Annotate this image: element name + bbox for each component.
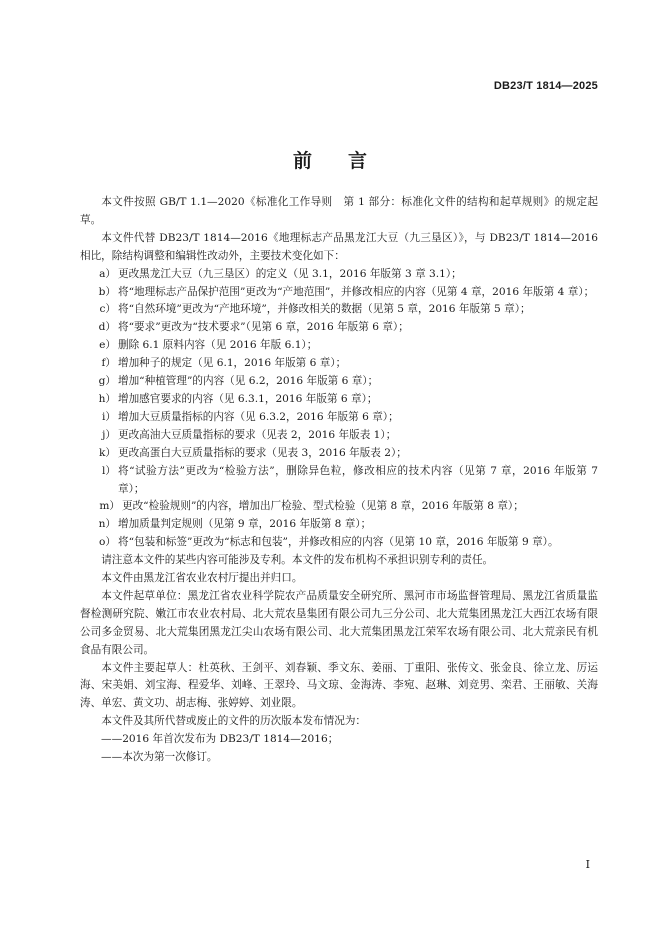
list-item-text: 增加大豆质量指标的内容（见 6.3.2，2016 年版第 6 章）；	[118, 410, 399, 423]
list-item-text: 增加种子的规定（见 6.1，2016 年版第 6 章）；	[118, 357, 347, 370]
list-item-label: l）	[102, 464, 116, 477]
list-item	[80, 266, 598, 284]
list-item	[80, 284, 598, 302]
list-item-text: 将“要求”更改为“技术要求”（见第 6 章，2016 年版第 6 章）；	[118, 321, 409, 334]
list-item-label: c）	[99, 303, 116, 316]
document-body	[80, 194, 598, 767]
list-item	[80, 373, 598, 391]
changes-list	[80, 266, 598, 553]
page-title	[0, 146, 662, 173]
list-item	[80, 516, 598, 534]
list-item-label: a）	[99, 267, 116, 280]
list-item-label: j）	[102, 428, 116, 441]
list-item	[80, 534, 598, 552]
list-item-text: 增加质量判定规则（见第 9 章，2016 年版第 8 章）；	[118, 518, 372, 531]
list-item-text: 删除 6.1 原料内容（见 2016 年版 6.1）；	[118, 339, 318, 352]
list-item	[80, 409, 598, 427]
list-item-label: i）	[102, 410, 116, 423]
patent-notice: 请注意本文件的某些内容可能涉及专利。本文件的发布机构不承担识别专利的责任。	[101, 554, 494, 567]
list-item-text: 更改黑龙江大豆（九三垦区）的定义（见 3.1，2016 年版第 3 章 3.1）；	[118, 267, 462, 280]
history-item: ——本次为第一次修订。	[101, 751, 218, 764]
list-item-label: o）	[99, 536, 116, 549]
document-code: DB23/T 1814—2025	[493, 80, 598, 92]
list-item	[80, 337, 598, 355]
list-item-text: 将“试验方法”更改为“检验方法”，删除异色粒，修改相应的技术内容（见第 7 章，2016 年版第 7 章）；	[118, 464, 598, 495]
list-item	[80, 391, 598, 409]
list-item	[80, 427, 598, 445]
list-item-label: g）	[98, 375, 116, 388]
list-item-text: 更改“检验规则”的内容，增加出厂检验、型式检验（见第 8 章，2016 年版第 8 章）；	[122, 500, 524, 513]
drafters: 本文件主要起草人：杜英秋、王剑平、刘春颖、季文东、姜丽、丁重阳、张传文、张金良、徐立龙、厉运海、宋美娟、刘宝海、程爱华、刘峰、王翠玲、马文琼、金海涛、李宛、赵琳、刘竞男、栾君、王丽敏、关海涛、单宏、黄文功、胡志梅、张婷婷、刘业限。	[80, 661, 598, 710]
list-item-label: k）	[98, 446, 116, 459]
page-number: I	[585, 858, 590, 871]
intro-paragraph: 本文件按照 GB/T 1.1—2020《标准化工作导则 第 1 部分：标准化文件的结构和起草规则》的规定起草。	[80, 196, 598, 226]
proposer-statement: 本文件由黑龙江省农业农村厅提出并归口。	[101, 572, 303, 585]
list-item-label: d）	[98, 321, 116, 334]
intro-paragraph: 本文件代替 DB23/T 1814—2016《地理标志产品黑龙江大豆（九三垦区）》，与 DB23/T 1814—2016 相比，除结构调整和编辑性改动外，主要技术变化如下：	[80, 231, 598, 262]
list-item-text: 将“包装和标签”更改为“标志和包装”，并修改相应的内容（见第 10 章，2016 年版第 9 章）。	[118, 536, 559, 549]
list-item-label: b）	[98, 285, 116, 298]
list-item-text: 将“地理标志产品保护范围”更改为“产地范围”，并修改相应的内容（见第 4 章，2016 年版第 4 章）；	[118, 285, 595, 298]
history-intro: 本文件及其所代替或废止的文件的历次版本发布情况为：	[101, 715, 367, 728]
list-item-label: f）	[101, 357, 116, 370]
title-char-1: 前	[292, 150, 314, 172]
list-item-label: h）	[98, 392, 116, 405]
list-item-text: 更改高蛋白大豆质量指标的要求（见表 3，2016 年版表 2）；	[118, 446, 407, 459]
list-item-text: 增加感官要求的内容（见 6.3.1，2016 年版第 6 章）；	[118, 392, 378, 405]
list-item-label: e）	[99, 339, 116, 352]
list-item-text: 将“自然环境”更改为“产地环境”，并修改相关的数据（见第 5 章，2016 年版第 5 章）；	[118, 303, 531, 316]
list-item	[80, 463, 598, 499]
list-item-label: m）	[99, 500, 120, 513]
list-item-text: 增加“种植管理”的内容（见 6.2，2016 年版第 6 章）；	[118, 375, 379, 388]
drafting-units: 本文件起草单位：黑龙江省农业科学院农产品质量安全研究所、黑河市市场监督管理局、黑龙江省质量监督检测研究院、嫩江市农业农村局、北大荒农垦集团有限公司九三分公司、北大荒集团黑龙江大西江农场有限公司多金贸易、北大荒集团黑龙江尖山农场有限公司、北大荒集团黑龙江荣军农场有限公司、北大荒亲民有机食品有限公司。	[80, 589, 598, 656]
title-char-2: 言	[348, 150, 370, 172]
list-item	[80, 498, 598, 516]
history-item: ——2016 年首次发布为 DB23/T 1814—2016；	[101, 733, 339, 746]
list-item-text: 更改高油大豆质量指标的要求（见表 2，2016 年版表 1）；	[118, 428, 397, 441]
list-item-label: n）	[98, 518, 116, 531]
list-item	[80, 355, 598, 373]
list-item	[80, 301, 598, 319]
list-item	[80, 445, 598, 463]
list-item	[80, 319, 598, 337]
